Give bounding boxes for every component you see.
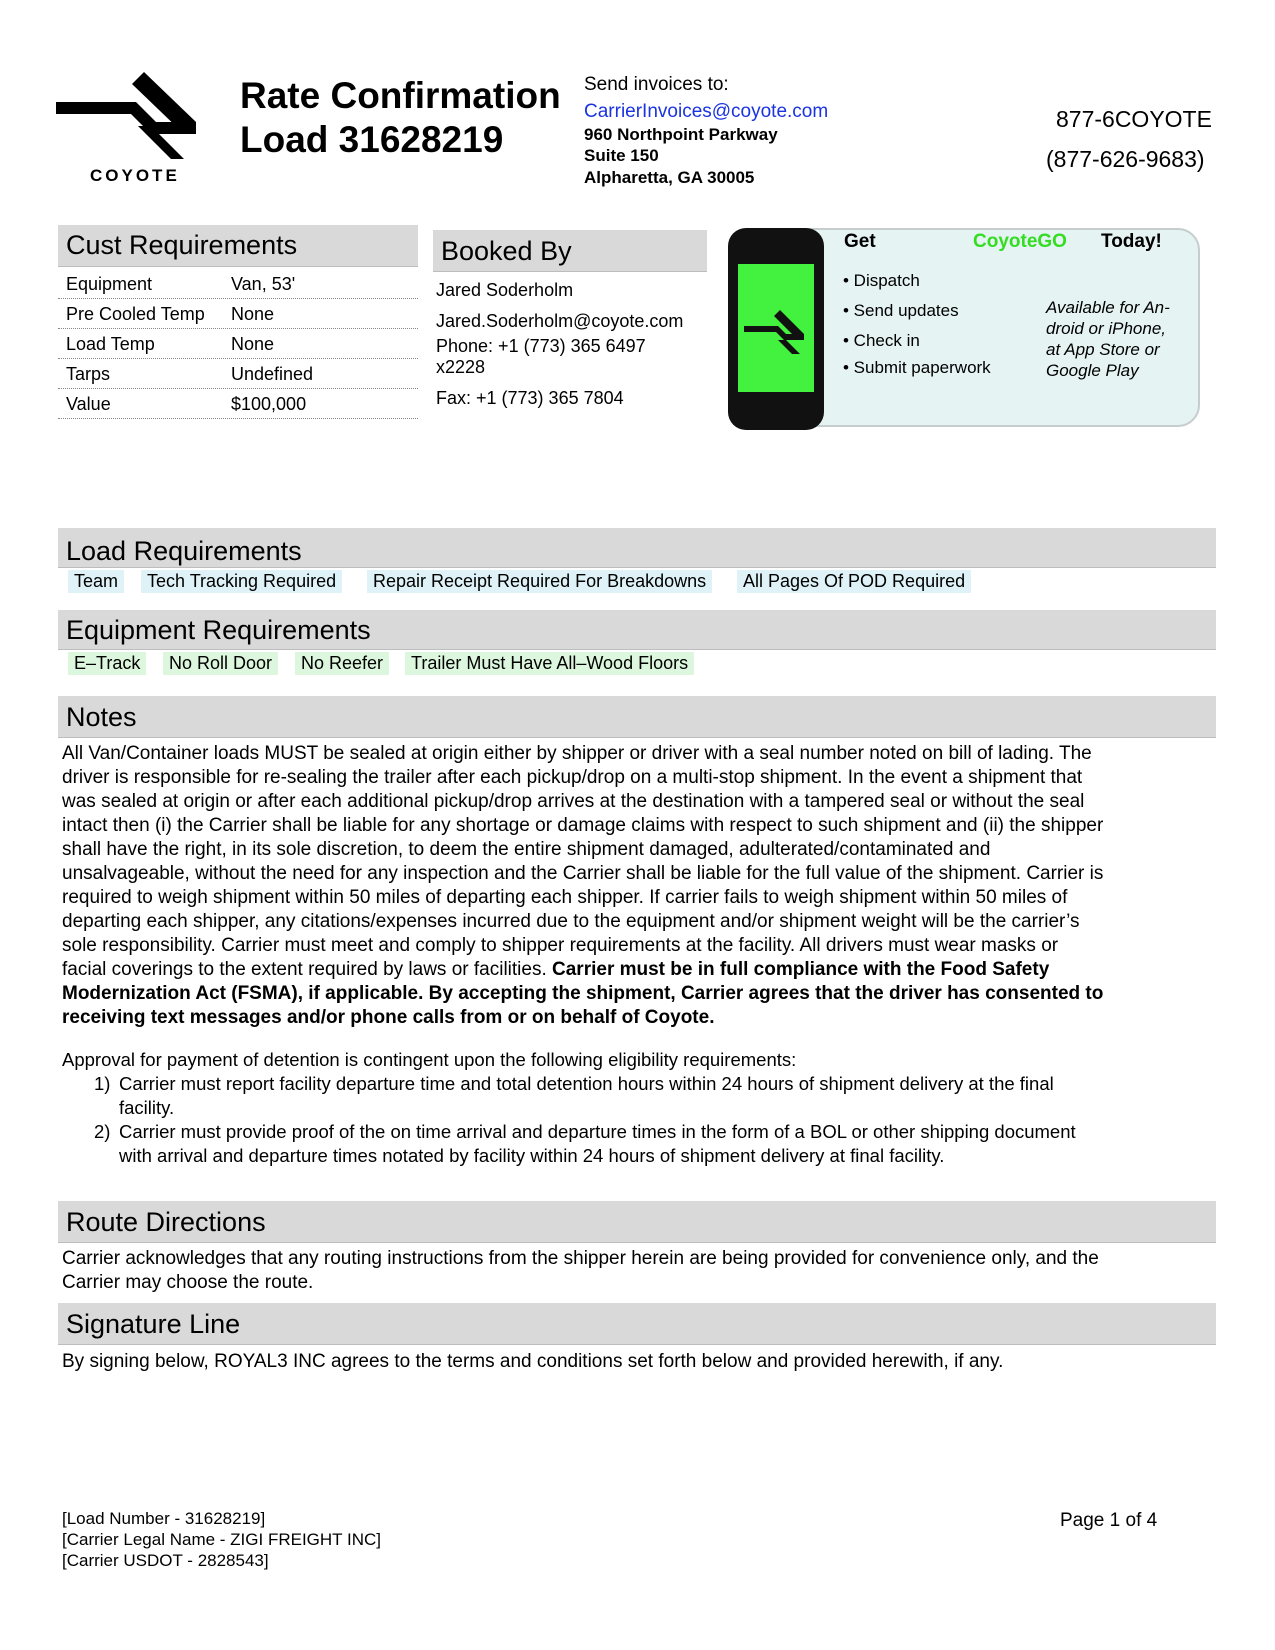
equip-tag-e-track: E–Track [68, 652, 146, 675]
booked-by-header: Booked By [433, 230, 707, 272]
notes-line: intact then (i) the Carrier shall be liable for any shortage or damage claims with respect to such shipment and (ii) the shipper [62, 815, 1104, 836]
req-label: Pre Cooled Temp [66, 304, 205, 324]
equip-tag-no-roll-door: No Roll Door [163, 652, 278, 675]
notes-line: unsalvageable, without the need for any inspection and the Carrier shall be liable for the full value of the shipment. Carrier is [62, 863, 1104, 884]
req-value: Van, 53' [231, 274, 296, 294]
notes-line: All Van/Container loads MUST be sealed at origin either by shipper or driver with a seal number noted on bill of lading. The [62, 743, 1092, 764]
notes-header: Notes [58, 696, 1216, 738]
load-tag-tech-tracking: Tech Tracking Required [141, 570, 342, 593]
detention-item-line: with arrival and departure times notated by facility within 24 hours of shipment delivery at final facility. [119, 1145, 945, 1166]
address-line-2: Suite 150 [584, 146, 659, 165]
route-directions-header: Route Directions [58, 1201, 1216, 1243]
req-label: Equipment [66, 274, 153, 294]
page-number: Page 1 of 4 [1060, 1510, 1158, 1531]
notes-body [62, 742, 1222, 1030]
req-row-tarps [58, 358, 418, 389]
promo-app-name[interactable]: CoyoteGO [973, 231, 1067, 252]
coyote-logo [56, 72, 206, 187]
detention-intro: Approval for payment of detention is contingent upon the following eligibility requirements: [62, 1049, 797, 1070]
load-tag-pod-required: All Pages Of POD Required [737, 570, 971, 593]
notes-bold-line: Modernization Act (FSMA), if applicable. By accepting the shipment, Carrier agrees that the driver has consented to [62, 983, 1104, 1004]
equipment-requirements-header: Equipment Requirements [58, 610, 1216, 650]
req-label: Tarps [66, 364, 111, 384]
invoice-info [584, 74, 828, 188]
footer-carrier-legal-name: [Carrier Legal Name - ZIGI FREIGHT INC] [62, 1530, 381, 1549]
detention-item-number: 2) [94, 1121, 111, 1142]
req-label: Value [66, 394, 111, 414]
phone-screen [738, 264, 814, 392]
availability-line: at App Store or [1046, 340, 1160, 359]
detention-item-line: facility. [119, 1097, 175, 1118]
address-line-1: 960 Northpoint Parkway [584, 125, 778, 144]
route-line: Carrier may choose the route. [62, 1272, 314, 1293]
promo-feature-submit-paperwork: • Submit paperwork [843, 358, 991, 377]
notes-line-mixed [62, 958, 1222, 982]
booked-by-phone: Phone: +1 (773) 365 6497 [436, 336, 646, 356]
load-tag-repair-receipt: Repair Receipt Required For Breakdowns [367, 570, 712, 593]
page-title [240, 74, 561, 162]
notes-line: sole responsibility. Carrier must meet and comply to shipper requirements at the facility. All drivers must wear masks or [62, 935, 1059, 956]
promo-feature-dispatch: • Dispatch [843, 271, 920, 290]
notes-line: was sealed at origin or after each additional pickup/drop arrives at the destination with a tampered seal or without the seal [62, 791, 1085, 812]
detention-section [62, 1048, 1222, 1168]
req-row-value [58, 388, 418, 419]
phone-vanity: 877-6COYOTE [1056, 106, 1212, 132]
equip-tag-no-reefer: No Reefer [295, 652, 389, 675]
phone-graphic [728, 228, 824, 430]
req-value: $100,000 [231, 394, 307, 414]
cust-requirements-header: Cust Requirements [58, 225, 418, 267]
req-value: Undefined [231, 364, 314, 384]
footer-load-number: [Load Number - 31628219] [62, 1509, 266, 1528]
address-line-3: Alpharetta, GA 30005 [584, 168, 755, 187]
promo-feature-check-in: • Check in [843, 331, 920, 350]
promo-get: Get [844, 231, 876, 252]
availability-line: droid or iPhone, [1046, 319, 1167, 338]
load-tag-team: Team [68, 570, 124, 593]
coyote-logo-icon [56, 72, 206, 162]
notes-bold-line: receiving text messages and/or phone calls from or on behalf of Coyote. [62, 1007, 715, 1028]
req-value: None [231, 304, 275, 324]
detention-item-line: Carrier must provide proof of the on time arrival and departure times in the form of a BOL or other shipping document [119, 1121, 1076, 1142]
availability-line: Google Play [1046, 361, 1139, 380]
detention-item-number: 1) [94, 1073, 111, 1094]
notes-bold-text: Carrier must be in full compliance with the Food Safety [552, 959, 1050, 980]
logo-text: COYOTE [90, 166, 180, 185]
load-requirements-header: Load Requirements [58, 528, 1216, 568]
footer-info [62, 1508, 381, 1571]
booked-by-name: Jared Soderholm [436, 280, 574, 300]
detention-item [62, 1120, 1222, 1168]
booked-by-ext: x2228 [436, 357, 486, 377]
promo-availability [1046, 297, 1170, 381]
detention-item [62, 1072, 1222, 1120]
notes-line: driver is responsible for re-sealing the trailer after each pickup/drop on a multi-stop shipment. In the event a shipment that [62, 767, 1083, 788]
req-value: None [231, 334, 275, 354]
req-row-equipment [58, 268, 418, 299]
detention-item-line: Carrier must report facility departure time and total detention hours within 24 hours of shipment delivery at the final [119, 1073, 1054, 1094]
promo-features [843, 271, 991, 378]
send-invoices-label: Send invoices to: [584, 74, 729, 95]
req-row-pre-cooled-temp [58, 298, 418, 329]
invoice-email-link[interactable]: CarrierInvoices@coyote.com [584, 101, 829, 122]
coyote-arrow-icon [738, 264, 814, 392]
promo-feature-send-updates: • Send updates [843, 301, 959, 320]
promo-today: Today! [1101, 231, 1162, 252]
route-line: Carrier acknowledges that any routing instructions from the shipper herein are being provided for convenience only, and the [62, 1248, 1099, 1269]
booked-by-details [436, 280, 683, 409]
route-directions-body [62, 1247, 1222, 1295]
booked-by-fax: Fax: +1 (773) 365 7804 [436, 388, 624, 408]
signature-line-header: Signature Line [58, 1303, 1216, 1345]
req-label: Load Temp [66, 334, 155, 354]
notes-line: departing each shipper, any citations/expenses incurred due to the equipment and/or shipment weight will be the carrier’s [62, 911, 1080, 932]
phone-numeric: (877-626-9683) [1046, 146, 1205, 172]
title-rate-confirmation: Rate Confirmation [240, 75, 561, 116]
equip-tag-wood-floors: Trailer Must Have All–Wood Floors [405, 652, 694, 675]
title-load-number: Load 31628219 [240, 119, 504, 160]
req-row-load-temp [58, 328, 418, 359]
signature-line-text: By signing below, ROYAL3 INC agrees to the terms and conditions set forth below and provided herewith, if any. [62, 1351, 1004, 1372]
notes-line: shall have the right, in its sole discretion, to deem the entire shipment damaged, adulterated/contaminated and [62, 839, 991, 860]
notes-line: required to weigh shipment within 50 miles of departing each shipper. If carrier fails to weigh shipment within 50 miles of [62, 887, 1068, 908]
booked-by-email: Jared.Soderholm@coyote.com [436, 311, 684, 331]
footer-carrier-usdot: [Carrier USDOT - 2828543] [62, 1551, 269, 1570]
availability-line: Available for An- [1046, 298, 1170, 317]
notes-text: facial coverings to the extent required by laws or facilities. [62, 959, 553, 980]
